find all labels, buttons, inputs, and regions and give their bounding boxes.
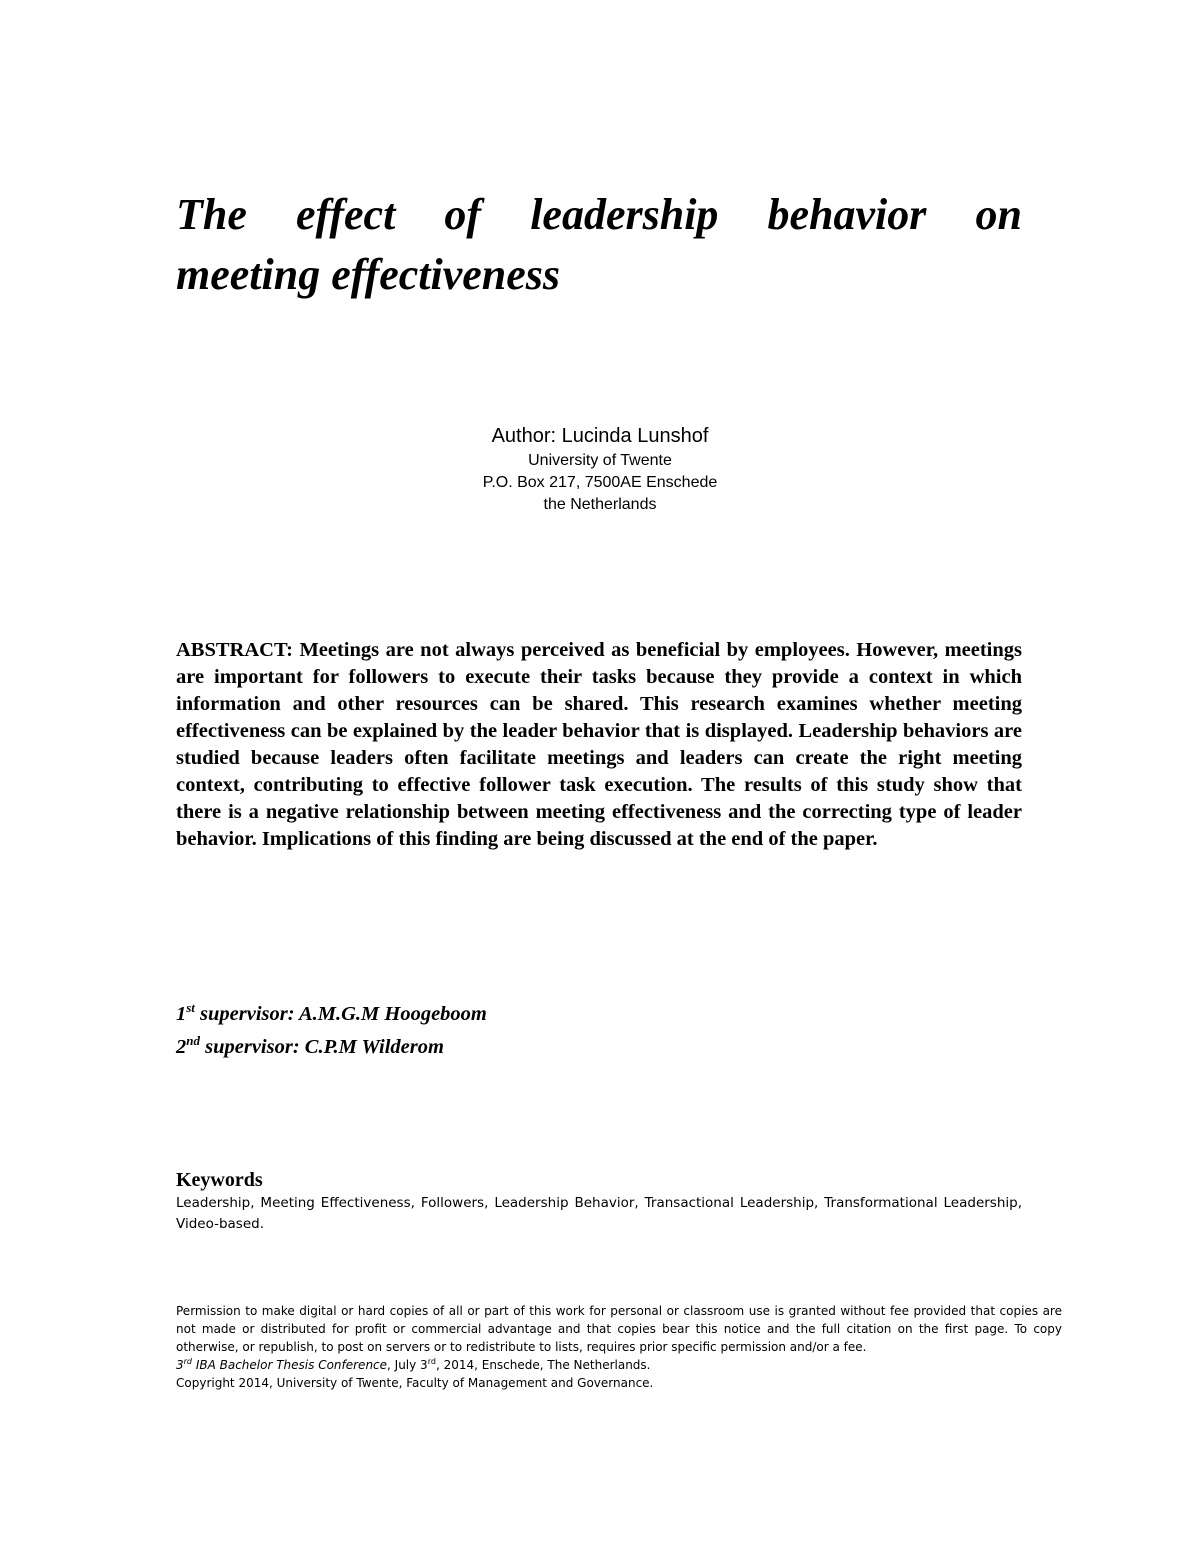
author-address: P.O. Box 217, 7500AE Enschede: [482, 474, 718, 491]
keywords-text: Leadership, Meeting Effectiveness, Followers, Leadership Behavior, Transactional Leadership, Transformational Leadership, Video-based.: [176, 1195, 1022, 1232]
paper-title: [176, 185, 1022, 305]
conference-name: IBA Bachelor Thesis Conference: [192, 1358, 388, 1372]
second-supervisor-suffix: nd: [186, 1033, 200, 1049]
first-supervisor-suffix: st: [186, 1000, 195, 1016]
conference-line: [176, 1356, 1062, 1374]
abstract-text: Meetings are not always perceived as beneficial by employees. However, meetings are important for followers to execute their tasks because they provide a context in which information and other resources can be shared. This research examines whether meeting effectiveness can be explained by the leader behavior that is displayed. Leadership behaviors are studied because leaders often facilitate meetings and leaders can create the right meeting context, contributing to effective follower task execution. The results of this study show that there is a negative relationship between meeting effectiveness and the correcting type of leader behavior. Implications of this finding are being discussed at the end of the paper.: [176, 639, 1022, 850]
author-institution: University of Twente: [528, 452, 672, 469]
first-supervisor-text: supervisor: A.M.G.M Hoogeboom: [194, 1003, 487, 1025]
second-supervisor: [176, 1031, 487, 1064]
second-supervisor-text: supervisor: C.P.M Wilderom: [199, 1036, 444, 1058]
permission-notice: [176, 1302, 1062, 1392]
author-country: the Netherlands: [543, 496, 657, 513]
conference-date-suffix: rd: [427, 1357, 436, 1366]
keywords-section: [176, 1167, 1022, 1235]
conference-ordinal-suffix: rd: [183, 1357, 193, 1366]
author-block: [0, 422, 1200, 516]
second-supervisor-ordinal: 2: [176, 1036, 187, 1058]
permission-text: Permission to make digital or hard copies of all or part of this work for personal or classroom use is granted without fee provided that copies are not made or distributed for profit or commercial advantage and that copies bear this notice and the full citation on the first page. To copy otherwise, or republish, to post on servers or to redistribute to lists, requires prior specific permission and/or a fee.: [176, 1304, 1062, 1354]
conference-date-rest: , 2014, Enschede, The Netherlands.: [435, 1358, 651, 1372]
first-supervisor: [176, 998, 487, 1031]
title-line-1: The effect of leadership behavior on: [176, 190, 1022, 239]
supervisors: [176, 998, 487, 1064]
conference-ordinal: 3: [176, 1358, 184, 1372]
abstract: [176, 637, 1022, 853]
conference-date-prefix: , July 3: [387, 1358, 428, 1372]
author-name: Author: Lucinda Lunshof: [491, 425, 709, 447]
first-supervisor-ordinal: 1: [176, 1003, 187, 1025]
keywords-heading: Keywords: [176, 1169, 263, 1191]
title-line-2: meeting effectiveness: [176, 250, 561, 299]
abstract-label: ABSTRACT:: [176, 639, 293, 661]
copyright-line: Copyright 2014, University of Twente, Faculty of Management and Governance.: [176, 1376, 654, 1390]
